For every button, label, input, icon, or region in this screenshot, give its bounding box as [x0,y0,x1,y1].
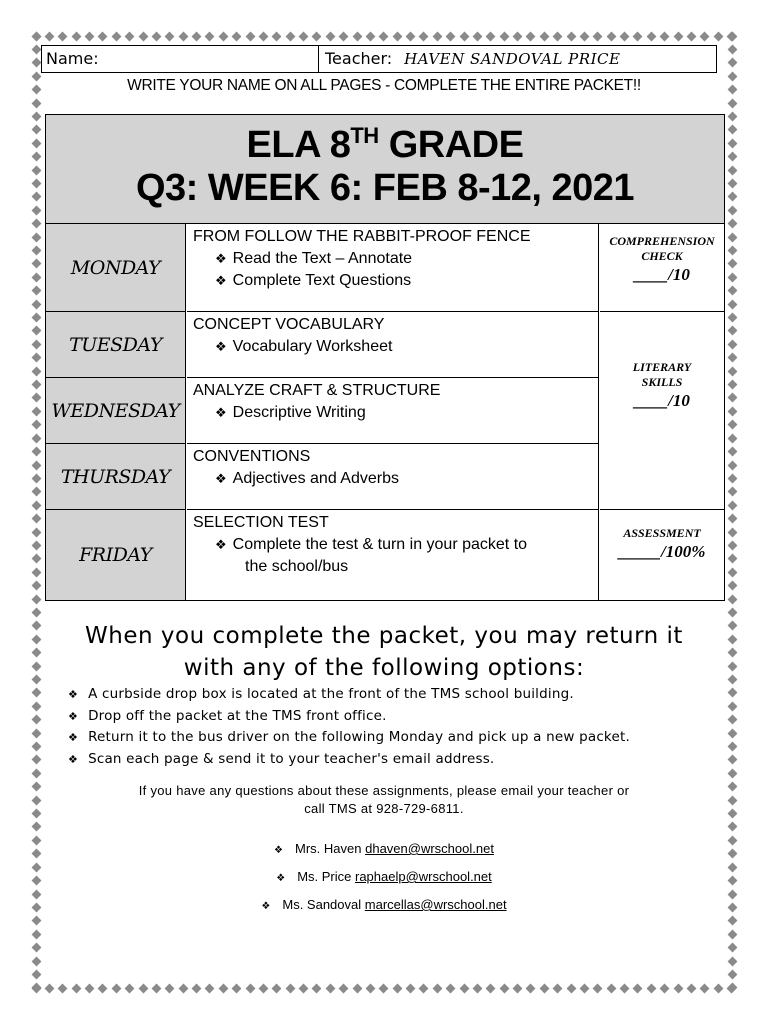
task-heading: ANALYZE CRAFT & STRUCTURE [193,382,441,399]
border-diamond [30,714,42,726]
border-diamond [726,942,738,954]
title-block [46,115,724,224]
bullet-icon: ❖ [215,471,227,486]
border-diamond [30,271,42,283]
border-diamond [726,271,738,283]
border-diamond [726,767,738,779]
border-diamond [70,982,82,994]
border-diamond [726,580,738,592]
border-diamond [619,982,631,994]
border-diamond [565,982,577,994]
border-diamond [97,30,109,42]
border-diamond [244,30,256,42]
border-diamond [30,553,42,565]
border-diamond [712,30,724,42]
border-diamond [30,499,42,511]
border-diamond [605,982,617,994]
border-diamond [124,30,136,42]
border-diamond [57,30,69,42]
title-grade: ELA 8TH GRADE [246,123,524,166]
border-diamond [726,204,738,216]
border-diamond [726,419,738,431]
task-tuesday [187,312,599,378]
border-diamond [30,580,42,592]
bullet-icon: ❖ [68,709,79,723]
border-diamond [284,30,296,42]
border-diamond [30,298,42,310]
border-diamond [726,620,738,632]
border-diamond [726,606,738,618]
border-diamond [726,861,738,873]
border-diamond [726,875,738,887]
border-diamond [30,30,42,42]
border-diamond [30,767,42,779]
border-diamond [30,593,42,605]
border-diamond [726,137,738,149]
border-diamond [298,30,310,42]
border-diamond [30,513,42,525]
border-diamond [512,30,524,42]
border-diamond [217,30,229,42]
border-diamond [726,446,738,458]
task-item: ❖ Complete the test & turn in your packet to [215,536,528,553]
task-heading: CONVENTIONS [193,448,311,465]
border-diamond [43,982,55,994]
border-diamond [204,982,216,994]
border-diamond [30,352,42,364]
border-diamond [726,566,738,578]
border-diamond [30,177,42,189]
list-item: ❖ Return it to the bus driver on the following Monday and pick up a new packet. [68,729,630,745]
border-diamond [726,312,738,324]
border-diamond [726,218,738,230]
task-item: ❖ Vocabulary Worksheet [215,338,393,355]
border-diamond [30,472,42,484]
border-right [726,30,738,994]
border-diamond [592,982,604,994]
border-diamond [726,392,738,404]
teacher-field [319,46,716,72]
border-diamond [645,982,657,994]
bullet-icon: ❖ [215,339,227,354]
email-link-sandoval[interactable]: marcellas@wrschool.net [364,897,507,912]
border-diamond [30,968,42,980]
task-heading: FROM FOLLOW THE RABBIT-PROOF FENCE [193,228,531,245]
border-diamond [726,901,738,913]
border-diamond [726,928,738,940]
task-friday [187,510,599,600]
border-diamond [97,982,109,994]
border-diamond [164,30,176,42]
border-diamond [30,191,42,203]
border-diamond [30,392,42,404]
list-item: ❖ Drop off the packet at the TMS front office. [68,707,387,724]
border-diamond [726,848,738,860]
border-diamond [30,325,42,337]
border-diamond [324,30,336,42]
border-diamond [565,30,577,42]
border-diamond [30,405,42,417]
border-diamond [445,30,457,42]
border-diamond [726,57,738,69]
border-diamond [57,982,69,994]
border-diamond [538,30,550,42]
score-value: ____/10 [634,265,690,284]
border-diamond [30,124,42,136]
task-item: ❖ Descriptive Writing [215,404,366,421]
border-diamond [726,781,738,793]
border-diamond [164,982,176,994]
border-diamond [30,741,42,753]
border-diamond [498,982,510,994]
border-diamond [726,968,738,980]
border-diamond [726,459,738,471]
border-diamond [231,30,243,42]
border-diamond [471,30,483,42]
border-diamond [659,982,671,994]
border-diamond [30,419,42,431]
bullet-icon: ❖ [261,901,271,912]
border-diamond [726,539,738,551]
border-diamond [30,285,42,297]
border-diamond [30,942,42,954]
bullet-icon: ❖ [215,251,227,266]
border-diamond [726,982,738,994]
border-diamond [30,379,42,391]
border-diamond [726,888,738,900]
border-diamond [351,30,363,42]
border-diamond [431,30,443,42]
border-diamond [726,593,738,605]
list-item: ❖ A curbside drop box is located at the front of the TMS school building. [68,686,574,702]
border-diamond [726,258,738,270]
border-diamond [726,177,738,189]
task-item: ❖ Adjectives and Adverbs [215,470,399,487]
border-diamond [726,687,738,699]
border-diamond [30,727,42,739]
border-diamond [458,30,470,42]
border-diamond [150,982,162,994]
border-diamond [726,647,738,659]
border-diamond [552,30,564,42]
border-diamond [30,231,42,243]
border-diamond [726,499,738,511]
border-diamond [311,982,323,994]
border-diamond [659,30,671,42]
border-diamond [30,204,42,216]
bullet-icon: ❖ [215,537,227,552]
border-diamond [30,606,42,618]
border-diamond [726,432,738,444]
border-diamond [726,285,738,297]
border-diamond [284,982,296,994]
contact-item: ❖ Ms. Sandoval marcellas@wrschool.net [261,897,507,912]
border-diamond [244,982,256,994]
border-diamond [351,982,363,994]
border-diamond [471,982,483,994]
schedule-rows [46,224,724,600]
border-diamond [445,982,457,994]
border-diamond [726,714,738,726]
border-diamond [418,30,430,42]
border-diamond [298,982,310,994]
border-diamond [645,30,657,42]
border-diamond [726,124,738,136]
border-diamond [538,982,550,994]
border-diamond [726,633,738,645]
border-bottom [30,982,738,994]
border-diamond [726,379,738,391]
border-diamond [231,982,243,994]
border-diamond [191,30,203,42]
day-wednesday: WEDNESDAY [46,378,186,444]
border-diamond [30,258,42,270]
border-diamond [84,982,96,994]
border-diamond [30,151,42,163]
border-diamond [726,110,738,122]
border-diamond [391,30,403,42]
bullet-icon: ❖ [215,273,227,288]
border-diamond [137,30,149,42]
border-diamond [30,982,42,994]
border-diamond [177,982,189,994]
border-diamond [726,486,738,498]
border-diamond [30,459,42,471]
border-diamond [726,84,738,96]
task-monday [187,224,599,312]
border-diamond [726,915,738,927]
border-diamond [699,30,711,42]
teacher-contacts [41,836,727,920]
border-diamond [257,30,269,42]
border-diamond [685,982,697,994]
border-diamond [578,982,590,994]
border-diamond [30,526,42,538]
day-monday: MONDAY [46,224,186,312]
day-friday: FRIDAY [46,510,186,600]
border-diamond [726,405,738,417]
border-diamond [726,231,738,243]
border-diamond [43,30,55,42]
border-diamond [431,982,443,994]
border-diamond [726,727,738,739]
day-tuesday: TUESDAY [46,312,186,378]
border-diamond [137,982,149,994]
border-diamond [110,30,122,42]
contact-item: ❖ Mrs. Haven dhaven@wrschool.net [274,841,494,856]
border-diamond [525,982,537,994]
score-value: ____/10 [634,391,690,410]
schedule-table [45,114,725,601]
task-item: ❖ Read the Text – Annotate [215,250,413,267]
task-heading: SELECTION TEST [193,514,329,531]
bullet-icon: ❖ [274,845,284,856]
border-diamond [726,834,738,846]
questions-note: If you have any questions about these assignments, please email your teacher or call TMS at 928-729-6811. [138,783,630,816]
border-diamond [418,982,430,994]
email-link-price[interactable]: raphaelp@wrschool.net [354,869,492,884]
bullet-icon: ❖ [68,752,79,766]
border-diamond [30,566,42,578]
border-diamond [685,30,697,42]
border-diamond [726,164,738,176]
border-diamond [110,982,122,994]
border-diamond [726,700,738,712]
border-diamond [552,982,564,994]
border-diamond [391,982,403,994]
border-diamond [338,982,350,994]
border-diamond [150,30,162,42]
border-diamond [30,486,42,498]
teacher-label: Teacher: [325,49,393,68]
border-diamond [726,30,738,42]
border-diamond [485,982,497,994]
border-diamond [726,513,738,525]
score-literary: LITERARY SKILLS ____/10 [600,312,724,510]
border-diamond [405,30,417,42]
border-diamond [30,955,42,967]
border-diamond [485,30,497,42]
email-link-haven[interactable]: dhaven@wrschool.net [365,841,494,856]
border-diamond [578,30,590,42]
border-diamond [30,164,42,176]
border-diamond [619,30,631,42]
border-diamond [257,982,269,994]
return-heading: When you complete the packet, you may return it with any of the following options: [85,623,683,681]
score-comprehension: COMPREHENSION CHECK ____/10 [600,224,724,312]
border-diamond [632,30,644,42]
border-diamond [311,30,323,42]
border-diamond [726,365,738,377]
border-diamond [30,312,42,324]
border-diamond [525,30,537,42]
border-diamond [30,245,42,257]
border-diamond [405,982,417,994]
name-teacher-row [41,45,717,73]
packet-instruction: WRITE YOUR NAME ON ALL PAGES - COMPLETE THE ENTIRE PACKET!! [127,77,641,94]
border-diamond [726,97,738,109]
return-options-list [68,684,718,770]
border-diamond [726,741,738,753]
border-diamond [191,982,203,994]
score-value: _____/100% [618,542,706,561]
border-diamond [726,553,738,565]
task-heading: CONCEPT VOCABULARY [193,316,385,333]
name-field[interactable] [42,46,319,72]
border-diamond [726,338,738,350]
border-diamond [632,982,644,994]
border-diamond [84,30,96,42]
border-diamond [726,298,738,310]
border-diamond [726,821,738,833]
border-diamond [378,30,390,42]
border-diamond [271,30,283,42]
title-week: Q3: WEEK 6: FEB 8-12, 2021 [135,167,635,209]
border-diamond [726,325,738,337]
name-label: Name: [46,49,99,68]
border-diamond [726,808,738,820]
border-diamond [726,794,738,806]
border-diamond [30,365,42,377]
bullet-icon: ❖ [68,688,79,701]
border-diamond [30,700,42,712]
border-diamond [30,928,42,940]
border-diamond [726,674,738,686]
border-diamond [364,982,376,994]
border-diamond [30,432,42,444]
border-diamond [726,660,738,672]
border-diamond [30,137,42,149]
border-diamond [592,30,604,42]
border-diamond [498,30,510,42]
border-diamond [699,982,711,994]
task-thursday [187,444,599,510]
border-diamond [30,539,42,551]
border-diamond [605,30,617,42]
border-diamond [124,982,136,994]
border-diamond [726,70,738,82]
border-diamond [30,754,42,766]
border-diamond [30,218,42,230]
border-diamond [70,30,82,42]
border-diamond [726,526,738,538]
border-diamond [364,30,376,42]
list-item: ❖ Scan each page & send it to your teacher's email address. [68,750,495,767]
task-item-continuation: the school/bus [245,558,349,575]
border-diamond [726,472,738,484]
border-diamond [726,43,738,55]
border-diamond [726,151,738,163]
border-diamond [30,110,42,122]
border-diamond [204,30,216,42]
border-diamond [271,982,283,994]
day-thursday: THURSDAY [46,444,186,510]
border-diamond [672,30,684,42]
border-diamond [726,245,738,257]
border-diamond [378,982,390,994]
bullet-icon: ❖ [276,873,286,884]
border-diamond [672,982,684,994]
task-wednesday [187,378,599,444]
bullet-icon: ❖ [215,405,227,420]
border-diamond [726,352,738,364]
border-diamond [30,338,42,350]
border-top [30,30,738,42]
border-diamond [30,446,42,458]
border-diamond [338,30,350,42]
border-diamond [712,982,724,994]
task-item: ❖ Complete Text Questions [215,272,412,289]
border-diamond [726,754,738,766]
score-assessment: ASSESSMENT _____/100% [600,510,724,600]
border-diamond [217,982,229,994]
border-diamond [177,30,189,42]
border-diamond [512,982,524,994]
border-diamond [726,955,738,967]
teacher-names: HAVEN SANDOVAL PRICE [404,50,621,68]
contact-item: ❖ Ms. Price raphaelp@wrschool.net [276,869,492,884]
border-diamond [458,982,470,994]
border-diamond [30,821,42,833]
border-diamond [30,97,42,109]
border-diamond [30,687,42,699]
bullet-icon: ❖ [68,731,79,744]
border-diamond [324,982,336,994]
border-diamond [726,191,738,203]
